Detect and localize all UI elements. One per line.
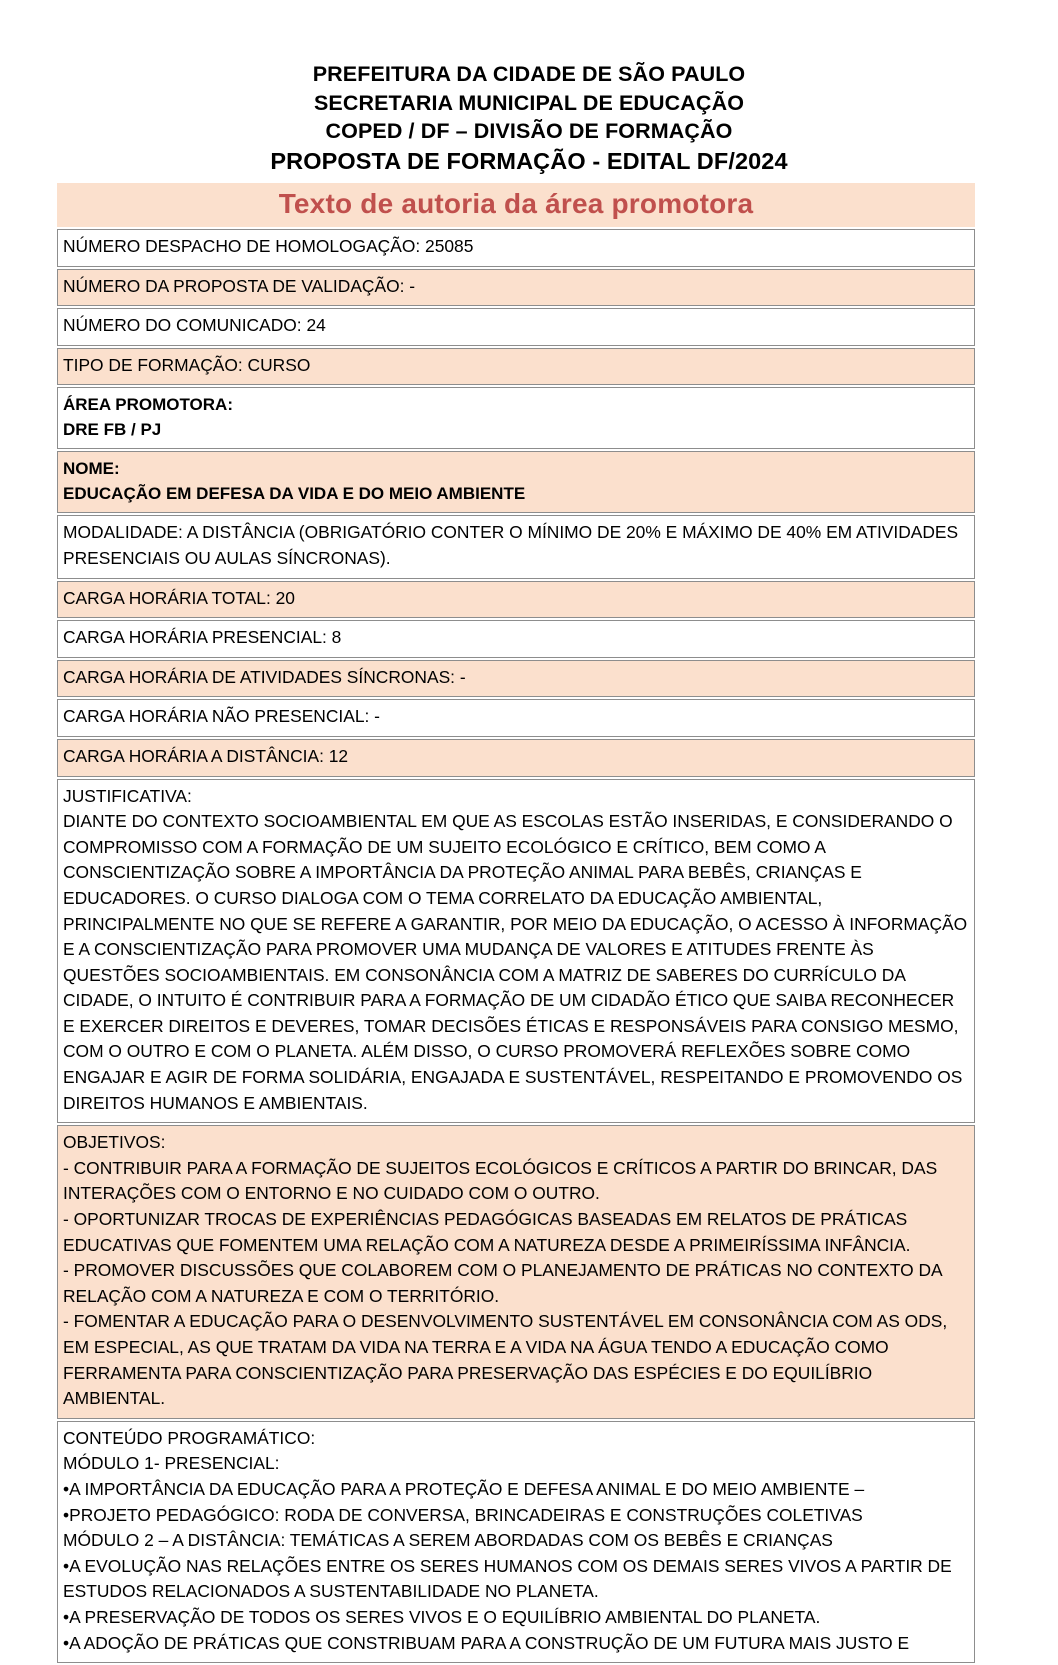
conteudo-line: •A IMPORTÂNCIA DA EDUCAÇÃO PARA A PROTEÇÃO E DEFESA ANIMAL E DO MEIO AMBIENTE –: [63, 1478, 865, 1499]
nome-value: EDUCAÇÃO EM DEFESA DA VIDA E DO MEIO AMBIENTE: [63, 484, 526, 504]
row-tipo-formacao: TIPO DE FORMAÇÃO: CURSO: [57, 348, 975, 386]
objetivo-item: - PROMOVER DISCUSSÕES QUE COLABOREM COM O PLANEJAMENTO DE PRÁTICAS NO CONTEXTO DA RELAÇÃO COM A NATUREZA E COM O TERRITÓRIO.: [63, 1260, 942, 1306]
row-modalidade: MODALIDADE: A DISTÂNCIA (OBRIGATÓRIO CONTER O MÍNIMO DE 20% E MÁXIMO DE 40% EM ATIVIDADES PRESENCIAIS OU AULAS SÍNCRONAS).: [57, 515, 975, 578]
table-row: [57, 387, 975, 449]
row-conteudo-programatico: [57, 1421, 975, 1663]
heading-line-1: PREFEITURA DA CIDADE DE SÃO PAULO: [312, 62, 746, 86]
objetivos-label: OBJETIVOS:: [63, 1132, 166, 1153]
table-row: [57, 620, 975, 658]
document-heading: [0, 0, 1058, 175]
heading-line-4: PROPOSTA DE FORMAÇÃO - EDITAL DF/2024: [270, 147, 788, 174]
row-numero-comunicado: NÚMERO DO COMUNICADO: 24: [57, 308, 975, 346]
nome-label: NOME:: [63, 459, 120, 479]
conteudo-line: •PROJETO PEDAGÓGICO: RODA DE CONVERSA, BRINCADEIRAS E CONSTRUÇÕES COLETIVAS: [63, 1504, 863, 1525]
table-row: [57, 1421, 975, 1663]
row-carga-horaria-presencial: CARGA HORÁRIA PRESENCIAL: 8: [57, 620, 975, 658]
table-row: [57, 699, 975, 737]
conteudo-line: •A ADOÇÃO DE PRÁTICAS QUE CONSTRIBUAM PARA A CONSTRUÇÃO DE UM FUTURA MAIS JUSTO E: [63, 1632, 910, 1653]
conteudo-label: CONTEÚDO PROGRAMÁTICO:: [63, 1427, 316, 1448]
table-row: [57, 515, 975, 578]
table-row: [57, 779, 975, 1124]
table-row: [57, 348, 975, 386]
heading-line-3: COPED / DF – DIVISÃO DE FORMAÇÃO: [325, 119, 733, 143]
row-justificativa: [57, 779, 975, 1124]
table-row: [57, 269, 975, 307]
row-carga-horaria-sincronas: CARGA HORÁRIA DE ATIVIDADES SÍNCRONAS: -: [57, 660, 975, 698]
table-row: [57, 1125, 975, 1419]
area-promotora-label: ÁREA PROMOTORA:: [63, 395, 233, 415]
table-row: [57, 308, 975, 346]
row-proposta-validacao: NÚMERO DA PROPOSTA DE VALIDAÇÃO: -: [57, 269, 975, 307]
proposal-form-table: [57, 181, 975, 1665]
row-area-promotora: [57, 387, 975, 449]
banner-cell: [57, 183, 975, 227]
conteudo-line: •A EVOLUÇÃO NAS RELAÇÕES ENTRE OS SERES HUMANOS COM OS DEMAIS SERES VIVOS A PARTIR DE ESTUDOS RELACIONADOS A SUSTENTABILIDADE NO PLANETA.: [63, 1555, 952, 1602]
objetivo-item: - OPORTUNIZAR TROCAS DE EXPERIÊNCIAS PEDAGÓGICAS BASEADAS EM RELATOS DE PRÁTICAS EDUCATIVAS QUE FOMENTEM UMA RELAÇÃO COM A NATUREZA DESDE A PRIMEIRÍSSIMA INFÂNCIA.: [63, 1209, 911, 1255]
table-row: [57, 183, 975, 227]
heading-line-2: SECRETARIA MUNICIPAL DE EDUCAÇÃO: [313, 90, 745, 115]
area-promotora-value: DRE FB / PJ: [63, 420, 162, 440]
table-row: [57, 229, 975, 267]
table-row: [57, 451, 975, 513]
row-objetivos: [57, 1125, 975, 1419]
justificativa-text: DIANTE DO CONTEXTO SOCIOAMBIENTAL EM QUE AS ESCOLAS ESTÃO INSERIDAS, E CONSIDERANDO O COMPROMISSO COM A FORMAÇÃO DE UM SUJEITO ECOLÓGICO E CRÍTICO, BEM COMO A CONSCIENTIZAÇÃO SOBRE A IMPORTÂNCIA DA PROTEÇÃO ANIMAL PARA BEBÊS, CRIANÇAS E EDUCADORES. O CURSO DIALOGA COM O TEMA CORRELATO DA EDUCAÇÃO AMBIENTAL, PRINCIPALMENTE NO QUE SE REFERE A GARANTIR, POR MEIO DA EDUCAÇÃO, O ACESSO À INFORMAÇÃO E A CONSCIENTIZAÇÃO PARA PROMOVER UMA MUDANÇA DE VALORES E ATITUDES FRENTE ÀS QUESTÕES SOCIOAMBIENTAIS. EM CONSONÂNCIA COM A MATRIZ DE SABERES DO CURRÍCULO DA CIDADE, O INTUITO É CONTRIBUIR PARA A FORMAÇÃO DE UM CIDADÃO ÉTICO QUE SAIBA RECONHECER E EXERCER DIREITOS E DEVERES, TOMAR DECISÕES ÉTICAS E RESPONSÁVEIS PARA CONSIGO MESMO, COM O OUTRO E COM O PLANETA. ALÉM DISSO, O CURSO PROMOVERÁ REFLEXÕES SOBRE COMO ENGAJAR E AGIR DE FORMA SOLIDÁRIA, ENGAJADA E SUSTENTÁVEL, RESPEITANDO E PROMOVENDO OS DIREITOS HUMANOS E AMBIENTAIS.: [63, 811, 968, 1113]
row-carga-horaria-nao-presencial: CARGA HORÁRIA NÃO PRESENCIAL: -: [57, 699, 975, 737]
table-row: [57, 739, 975, 777]
row-carga-horaria-total: CARGA HORÁRIA TOTAL: 20: [57, 581, 975, 619]
conteudo-line: MÓDULO 2 – A DISTÂNCIA: TEMÁTICAS A SEREM ABORDADAS COM OS BEBÊS E CRIANÇAS: [63, 1530, 833, 1551]
banner-title: Texto de autoria da área promotora: [278, 188, 754, 219]
conteudo-line: MÓDULO 1- PRESENCIAL:: [63, 1453, 280, 1474]
conteudo-line: •A PRESERVAÇÃO DE TODOS OS SERES VIVOS E O EQUILÍBRIO AMBIENTAL DO PLANETA.: [63, 1606, 821, 1627]
row-nome: [57, 451, 975, 513]
table-row: [57, 660, 975, 698]
objetivo-item: - CONTRIBUIR PARA A FORMAÇÃO DE SUJEITOS ECOLÓGICOS E CRÍTICOS A PARTIR DO BRINCAR, DAS INTERAÇÕES COM O ENTORNO E NO CUIDADO COM O OUTRO.: [63, 1157, 938, 1204]
justificativa-label: JUSTIFICATIVA:: [63, 785, 192, 806]
row-carga-horaria-distancia: CARGA HORÁRIA A DISTÂNCIA: 12: [57, 739, 975, 777]
table-row: [57, 581, 975, 619]
objetivo-item: - FOMENTAR A EDUCAÇÃO PARA O DESENVOLVIMENTO SUSTENTÁVEL EM CONSONÂNCIA COM AS ODS, EM ESPECIAL, AS QUE TRATAM DA VIDA NA TERRA E A VIDA NA ÁGUA TENDO A EDUCAÇÃO COMO FERRAMENTA PARA CONSCIENTIZAÇÃO PARA PRESERVAÇÃO DAS ESPÉCIES E DO EQUILÍBRIO AMBIENTAL.: [63, 1311, 948, 1409]
row-despacho-homologacao: NÚMERO DESPACHO DE HOMOLOGAÇÃO: 25085: [57, 229, 975, 267]
